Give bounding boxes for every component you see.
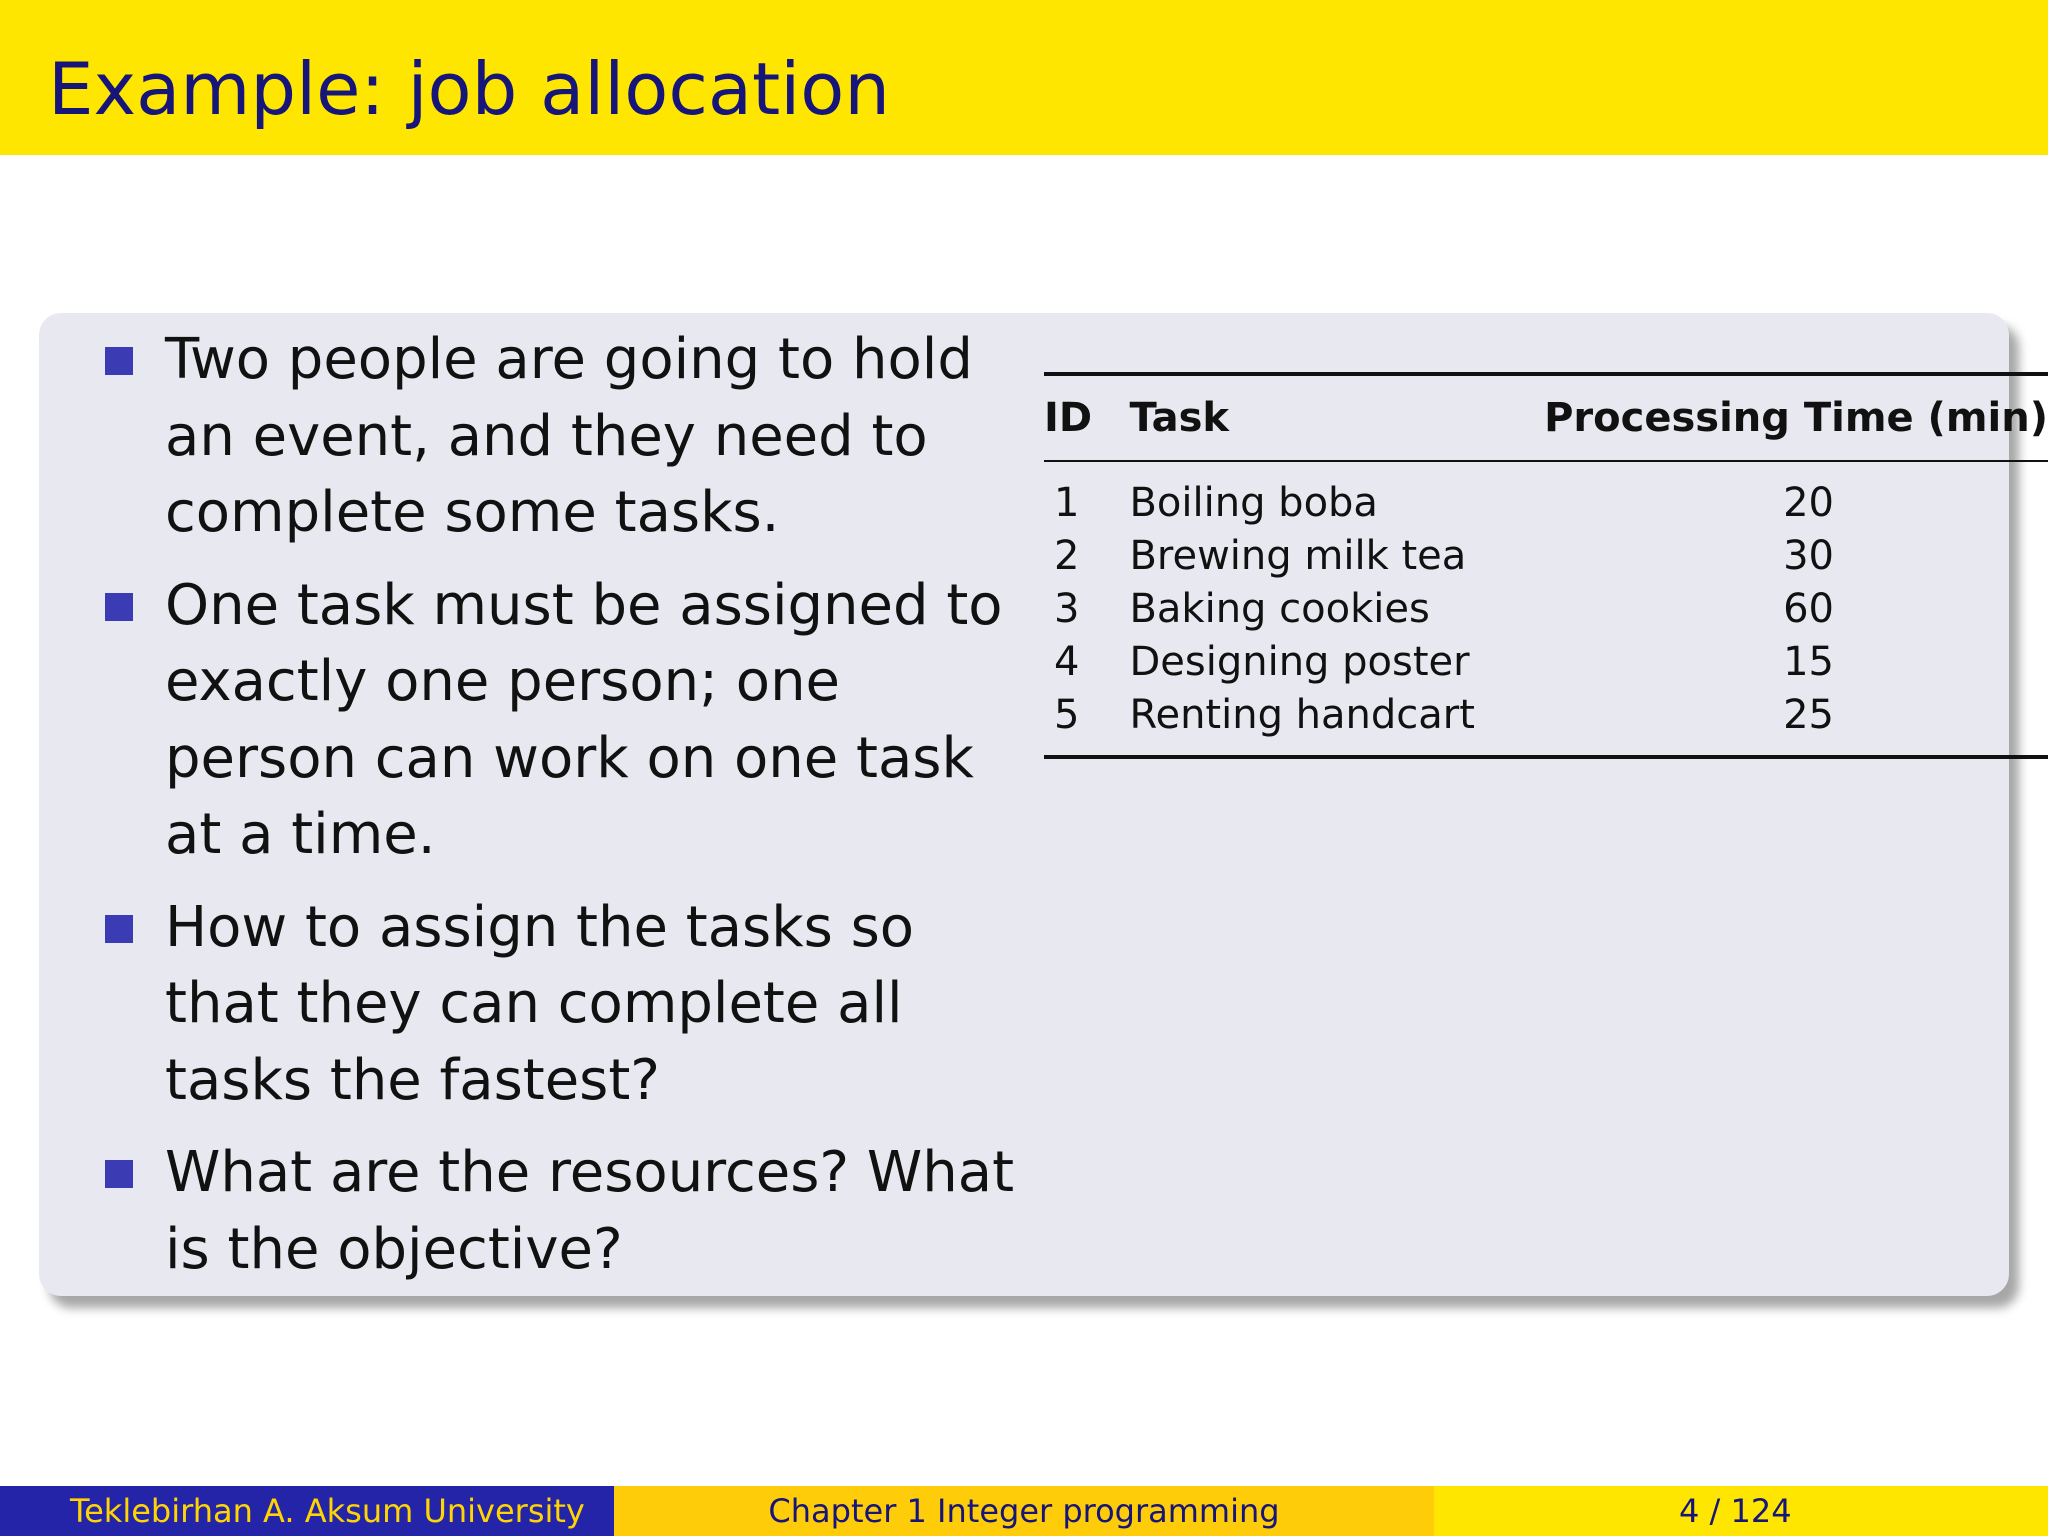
- bullet-item: [105, 890, 1025, 1120]
- footer-author-section: [0, 1486, 614, 1536]
- bullet-text: One task must be assigned to exactly one person; one person can work on one task at a time.: [165, 572, 1003, 867]
- footer: [0, 1486, 2048, 1536]
- cell-time: 30: [1783, 532, 1834, 579]
- bullet-text: How to assign the tasks so that they can complete all tasks the fastest?: [165, 894, 915, 1113]
- square-bullet-icon: [105, 915, 133, 943]
- cell-id: 2: [1054, 532, 1080, 579]
- bullet-text: Two people are going to hold an event, and they need to complete some tasks.: [165, 327, 973, 545]
- bullet-item: [105, 568, 1025, 874]
- table-row: [1044, 582, 2048, 635]
- footer-chapter: Chapter 1 Integer programming: [614, 1486, 1434, 1536]
- title-bar: [0, 0, 2048, 155]
- header-task: Task: [1129, 395, 1229, 441]
- footer-page-number: 4 / 124: [1679, 1492, 1792, 1530]
- cell-task: Brewing milk tea: [1129, 532, 1467, 579]
- square-bullet-icon: [105, 593, 133, 621]
- cell-id: 3: [1054, 585, 1080, 632]
- task-table: [1044, 372, 2048, 759]
- footer-page-section: [1434, 1486, 2048, 1536]
- table-row: [1044, 529, 2048, 582]
- cell-time: 20: [1783, 479, 1834, 526]
- cell-task: Baking cookies: [1129, 585, 1430, 632]
- footer-author: Teklebirhan A. Aksum University: [70, 1492, 585, 1530]
- cell-id: 4: [1054, 638, 1080, 685]
- bullet-list: [105, 322, 1025, 1304]
- bullet-item: [105, 1135, 1025, 1288]
- table-row: [1044, 461, 2048, 529]
- cell-task: Renting handcart: [1129, 691, 1475, 738]
- cell-time: 60: [1783, 585, 1834, 632]
- square-bullet-icon: [105, 1160, 133, 1188]
- header-processing-time: Processing Time (min): [1544, 395, 2048, 441]
- cell-time: 25: [1783, 691, 1834, 738]
- task-table-container: [1044, 372, 2048, 764]
- square-bullet-icon: [105, 347, 133, 375]
- slide-title: Example: job allocation: [48, 47, 890, 131]
- cell-task: Designing poster: [1129, 638, 1470, 685]
- cell-time: 15: [1783, 638, 1834, 685]
- cell-task: Boiling boba: [1129, 479, 1378, 526]
- bullet-item: [105, 322, 1025, 552]
- header-id: ID: [1044, 395, 1093, 441]
- table-row: [1044, 635, 2048, 688]
- bullet-text: What are the resources? What is the objective?: [165, 1140, 1015, 1282]
- cell-id: 1: [1054, 479, 1080, 526]
- table-header-row: [1044, 374, 2048, 461]
- table-row: [1044, 688, 2048, 757]
- cell-id: 5: [1054, 691, 1080, 738]
